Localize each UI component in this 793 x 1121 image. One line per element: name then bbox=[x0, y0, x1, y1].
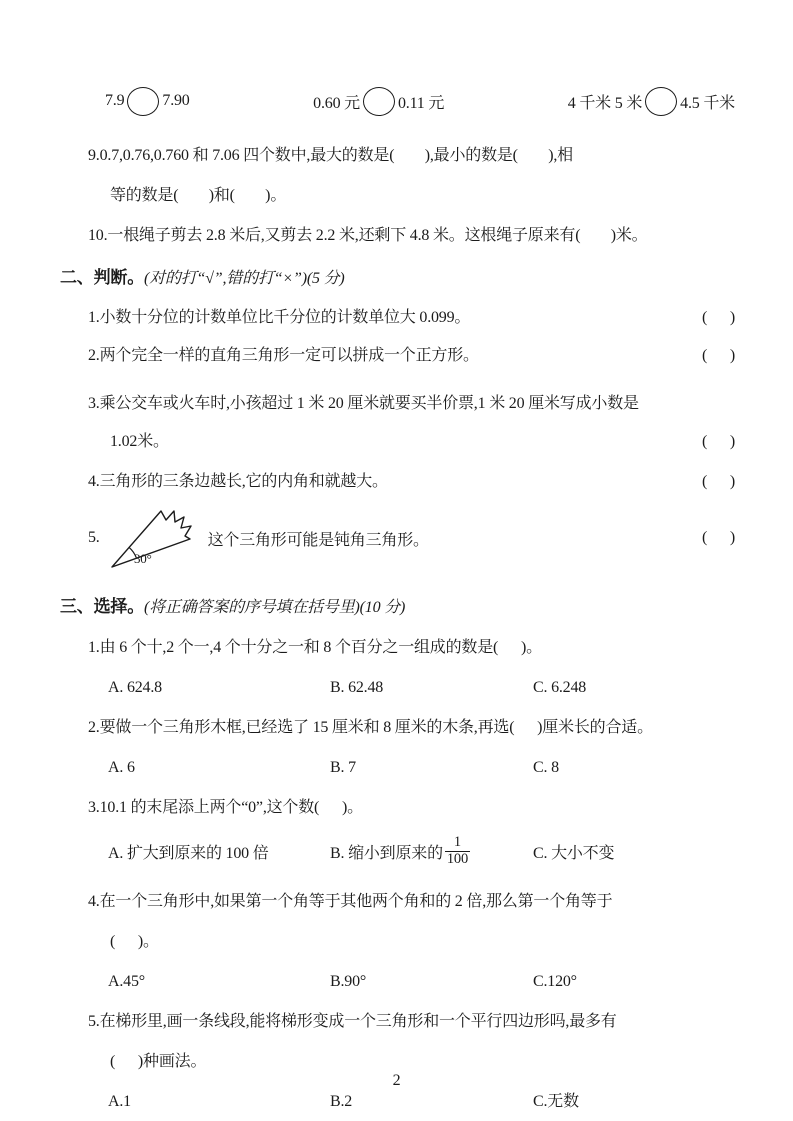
question-number: 10. bbox=[88, 227, 108, 244]
judge-text-line-1 bbox=[88, 385, 735, 423]
option-c: C.120° bbox=[533, 973, 577, 990]
question-line: 等的数是( )和( )。 bbox=[110, 187, 287, 204]
choice-question-4 bbox=[60, 882, 735, 1002]
answer-slot: ( ) bbox=[701, 529, 735, 546]
section-choice-subtitle: (将正确答案的序号填在括号里)(10 分) bbox=[144, 599, 406, 616]
option-c: C. 6.248 bbox=[533, 679, 587, 696]
compare-left-value: 0.60 元 bbox=[313, 94, 360, 112]
judge-item-5 bbox=[60, 501, 735, 575]
section-choice-header bbox=[60, 587, 735, 628]
question-number: 4. bbox=[88, 893, 100, 910]
compare-right-value: 7.90 bbox=[162, 92, 190, 109]
question-text: 在一个三角形中,如果第一个角等于其他两个角和的 2 倍,那么第一个角等于 bbox=[99, 893, 613, 910]
comparison-circle bbox=[645, 87, 677, 116]
option-b: B. 62.48 bbox=[330, 679, 384, 696]
option-c: C. 8 bbox=[533, 759, 559, 776]
option-b: B. 7 bbox=[330, 759, 356, 776]
answer-slot: ( ) bbox=[701, 347, 735, 364]
options-row bbox=[108, 748, 735, 788]
compare-left-value: 4 千米 5 米 bbox=[567, 94, 643, 112]
fraction-numerator: 1 bbox=[453, 833, 461, 850]
choice-question-1 bbox=[60, 628, 735, 708]
fill-question-9 bbox=[60, 136, 735, 216]
judge-item-1 bbox=[60, 299, 735, 337]
fraction bbox=[445, 835, 470, 868]
question-line bbox=[88, 708, 735, 748]
option-b: B.2 bbox=[330, 1093, 353, 1110]
question-text: 一根绳子剪去 2.8 米后,又剪去 2.2 米,还剩下 4.8 米。这根绳子原来有( )米。 bbox=[107, 227, 648, 244]
question-line bbox=[88, 788, 735, 828]
fill-question-10 bbox=[88, 216, 735, 256]
option-c: C. 大小不变 bbox=[533, 844, 615, 862]
compare-row bbox=[105, 84, 735, 118]
compare-right-value: 0.11 元 bbox=[397, 94, 445, 112]
question-line bbox=[88, 882, 735, 922]
page-number: 2 bbox=[392, 1072, 401, 1089]
judge-item-3 bbox=[60, 385, 735, 461]
comparison-item-2 bbox=[313, 87, 444, 116]
question-line bbox=[88, 136, 735, 176]
judge-item-2 bbox=[60, 337, 735, 375]
option-a: A.1 bbox=[108, 1093, 131, 1110]
option-b: B.90° bbox=[330, 973, 367, 990]
question-number: 2. bbox=[88, 347, 100, 364]
question-number: 5. bbox=[88, 1013, 100, 1030]
question-text: 1.02米。 bbox=[110, 433, 169, 450]
option-b bbox=[330, 835, 533, 868]
question-text: 两个完全一样的直角三角形一定可以拼成一个正方形。 bbox=[99, 347, 479, 364]
compare-left-value: 7.9 bbox=[105, 92, 125, 109]
question-text: 小数十分位的计数单位比千分位的计数单位大 0.099。 bbox=[99, 309, 471, 326]
section-choice-title: 三、选择。 bbox=[60, 597, 144, 616]
judge-text-line-2 bbox=[60, 423, 735, 461]
angle-label: 30° bbox=[133, 551, 152, 566]
question-number: 4. bbox=[88, 473, 100, 490]
question-text: 要做一个三角形木框,已经选了 15 厘米和 8 厘米的木条,再选( )厘米长的合适。 bbox=[99, 719, 653, 736]
compare-right-value: 4.5 千米 bbox=[680, 94, 735, 112]
answer-slot: ( ) bbox=[701, 309, 735, 326]
judge-text bbox=[88, 463, 702, 501]
comparison-item-3 bbox=[568, 87, 735, 116]
question-number: 2. bbox=[88, 719, 100, 736]
question-text: 这个三角形可能是钝角三角形。 bbox=[207, 531, 429, 549]
options-row bbox=[108, 668, 735, 708]
question-number: 9. bbox=[88, 147, 100, 164]
question-text: 0.7,0.76,0.760 和 7.06 四个数中,最大的数是( ),最小的数是( ),相 bbox=[99, 147, 573, 164]
question-number: 1. bbox=[88, 309, 100, 326]
fraction-denominator: 100 bbox=[446, 850, 469, 867]
option-a: A.45° bbox=[108, 973, 145, 990]
question-text: 由 6 个十,2 个一,4 个十分之一和 8 个百分之一组成的数是( )。 bbox=[99, 639, 542, 656]
answer-slot: ( ) bbox=[701, 433, 735, 450]
question-text: 乘公交车或火车时,小孩超过 1 米 20 厘米就要买半价票,1 米 20 厘米写成小数是 bbox=[99, 395, 639, 412]
section-judge-subtitle: (对的打“√”,错的打“×”)(5 分) bbox=[144, 270, 345, 287]
comparison-circle bbox=[127, 87, 159, 116]
judge-item-4 bbox=[60, 463, 735, 501]
option-a: A. 扩大到原来的 100 倍 bbox=[108, 844, 269, 862]
section-judge-header bbox=[60, 258, 735, 299]
option-a: A. 6 bbox=[108, 759, 135, 776]
question-number: 3. bbox=[88, 799, 100, 816]
question-line: ( )。 bbox=[110, 933, 159, 950]
choice-question-3 bbox=[60, 788, 735, 874]
question-text: 三角形的三条边越长,它的内角和就越大。 bbox=[99, 473, 388, 490]
options-row bbox=[108, 828, 735, 874]
question-number: 5. bbox=[88, 529, 100, 546]
question-number: 1. bbox=[88, 639, 100, 656]
choice-question-2 bbox=[60, 708, 735, 788]
question-line: ( )种画法。 bbox=[110, 1053, 207, 1070]
judge-text bbox=[88, 337, 702, 375]
option-a: A. 624.8 bbox=[108, 679, 162, 696]
question-line bbox=[88, 1002, 735, 1042]
question-text: 10.1 的末尾添上两个“0”,这个数( )。 bbox=[99, 799, 363, 816]
question-text: 在梯形里,画一条线段,能将梯形变成一个三角形和一个平行四边形吗,最多有 bbox=[99, 1013, 617, 1030]
comparison-circle bbox=[363, 87, 395, 116]
question-line bbox=[88, 628, 735, 668]
question-number: 3. bbox=[88, 395, 100, 412]
options-row bbox=[108, 962, 735, 1002]
section-judge-title: 二、判断。 bbox=[60, 268, 144, 287]
comparison-item-1 bbox=[105, 87, 190, 116]
torn-triangle-figure bbox=[106, 505, 200, 571]
judge-text bbox=[88, 299, 702, 337]
choice-question-5 bbox=[60, 1002, 735, 1121]
option-b-text: B. 缩小到原来的 bbox=[330, 844, 443, 862]
answer-slot: ( ) bbox=[701, 473, 735, 490]
option-c: C.无数 bbox=[533, 1093, 579, 1110]
